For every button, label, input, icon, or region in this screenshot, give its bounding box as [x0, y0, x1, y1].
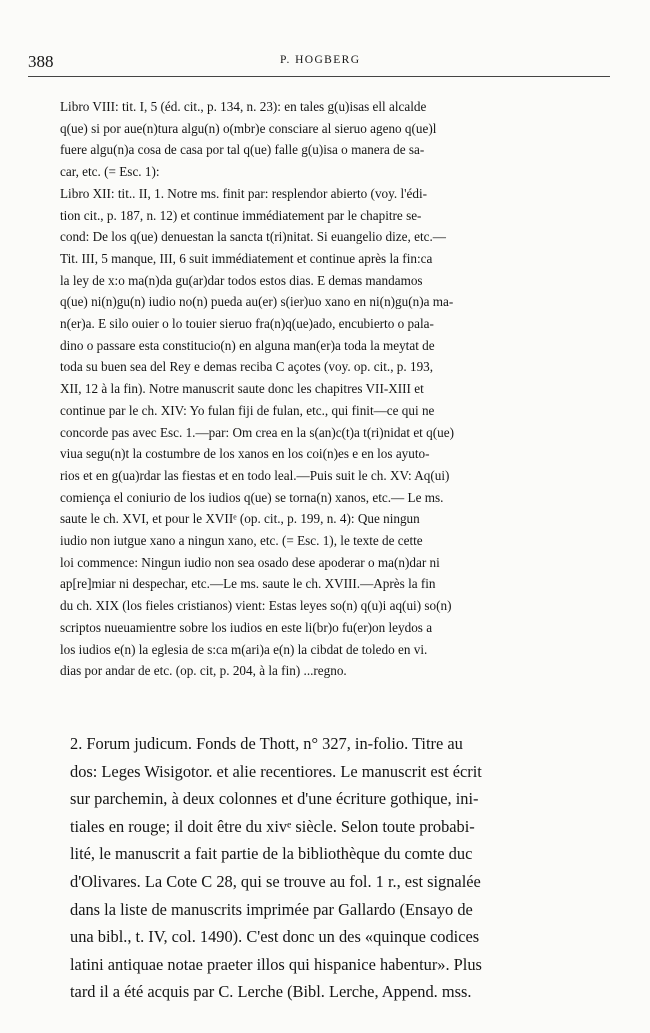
footnote-line: fuere algu(n)a cosa de casa por tal q(ue) falle g(u)isa o manera de sa-	[60, 142, 425, 158]
body-line: tard il a été acquis par C. Lerche (Bibl. Lerche, Append. mss.	[70, 982, 472, 1002]
footnote-line: car, etc. (= Esc. 1):	[60, 164, 160, 180]
footnote-line: dias por andar de etc. (op. cit, p. 204, à la fin) ...regno.	[60, 663, 347, 679]
page-number: 388	[28, 52, 54, 71]
body-line: lité, le manuscrit a fait partie de la bibliothèque du comte duc	[70, 844, 473, 864]
header-rule	[28, 76, 610, 77]
footnote-line: rios et en g(ua)rdar las fiestas et en todo leal.—Puis suit le ch. XV: Aq(ui)	[60, 467, 450, 483]
footnote-line: Libro VIII: tit. I, 5 (éd. cit., p. 134, n. 23): en tales g(u)isas ell alcalde	[60, 99, 427, 114]
body-line: una bibl., t. IV, col. 1490). C'est donc un des «quinque codices	[70, 927, 480, 947]
footnote-line: cond: De los q(ue) denuestan la sancta t(ri)nitat. Si euangelio dize, etc.—	[60, 229, 446, 245]
footnote-line: viua segu(n)t la costumbre de los xanos en los coi(n)es e en los ayuto-	[60, 446, 430, 462]
body-line: tiales en rouge; il doit être du xivᵉ siècle. Selon toute probabi-	[70, 816, 475, 836]
body-paragraph	[70, 730, 625, 1006]
footnote-line: XII, 12 à la fin). Notre manuscrit saute donc les chapitres VII-XIII et	[60, 381, 424, 397]
footnote-line: los iudios e(n) la eglesia de s:ca m(ari)a e(n) la cibdat de toledo en vi.	[60, 641, 428, 657]
footnote-line: q(ue) ni(n)gu(n) iudio no(n) pueda au(er) s(ier)uo xano en ni(n)gu(n)a ma-	[60, 294, 454, 310]
footnote-line: Tit. III, 5 manque, III, 6 suit immédiatement et continue après la fin:ca	[60, 250, 433, 266]
body-line: d'Olivares. La Cote C 28, qui se trouve au fol. 1 r., est signalée	[70, 871, 481, 891]
footnote-block	[60, 96, 615, 682]
footnote-line: continue par le ch. XIV: Yo fulan fiji de fulan, etc., qui finit—ce qui ne	[60, 402, 435, 418]
footnote-line: comiença el coniurio de los iudios q(ue) se torna(n) xanos, etc.— Le ms.	[60, 489, 444, 505]
footnote-line: saute le ch. XVI, et pour le XVIIᵉ (op. cit., p. 199, n. 4): Que ningun	[60, 511, 420, 527]
body-line: latini antiquae notae praeter illos qui hispanice habentur». Plus	[70, 954, 482, 974]
body-line: dos: Leges Wisigotor. et alie recentiores. Le manuscrit est écrit	[70, 761, 482, 781]
footnote-line: ap[re]miar ni despechar, etc.—Le ms. saute le ch. XVIII.—Après la fin	[60, 576, 436, 592]
footnote-line: n(er)a. E silo ouier o lo touier sieruo fra(n)q(ue)ado, encubierto o pala-	[60, 316, 434, 332]
footnote-line: q(ue) si por aue(n)tura algu(n) o(mbr)e consciare al sieruo ageno q(ue)l	[60, 120, 437, 136]
footnote-line: du ch. XIX (los fieles cristianos) vient: Estas leyes so(n) q(u)i aq(ui) so(n)	[60, 598, 452, 614]
footnote-line: concorde pas avec Esc. 1.—par: Om crea en la s(an)c(t)a t(ri)nidat et q(ue)	[60, 424, 454, 440]
footnote-line: dino o passare esta constitucio(n) en alguna man(er)a toda la meytat de	[60, 337, 435, 353]
footnote-line: Libro XII: tit.. II, 1. Notre ms. finit par: resplendor abierto (voy. l'édi-	[60, 185, 428, 201]
footnote-line: scriptos nueuamientre sobre los iudios en este li(br)o fu(er)on leydos a	[60, 619, 433, 635]
footnote-line: toda su buen sea del Rey e demas reciba C açotes (voy. op. cit., p. 193,	[60, 359, 434, 375]
footnote-line: loi commence: Ningun iudio non sea osado dese apoderar o ma(n)dar ni	[60, 554, 440, 570]
body-line: sur parchemin, à deux colonnes et d'une écriture gothique, ini-	[70, 789, 479, 809]
body-line: 2. Forum judicum. Fonds de Thott, n° 327, in-folio. Titre au	[70, 734, 463, 753]
footnote-line: tion cit., p. 187, n. 12) et continue immédiatement par le chapitre se-	[60, 207, 422, 223]
footnote-line: iudio non iutgue xano a ningun xano, etc. (= Esc. 1), le texte de cette	[60, 533, 423, 549]
footnote-line: la ley de x:o ma(n)da gu(ar)dar todos estos dias. E demas mandamos	[60, 272, 423, 288]
body-line: dans la liste de manuscrits imprimée par Gallardo (Ensayo de	[70, 899, 473, 919]
running-head: P. HOGBERG	[280, 54, 361, 66]
